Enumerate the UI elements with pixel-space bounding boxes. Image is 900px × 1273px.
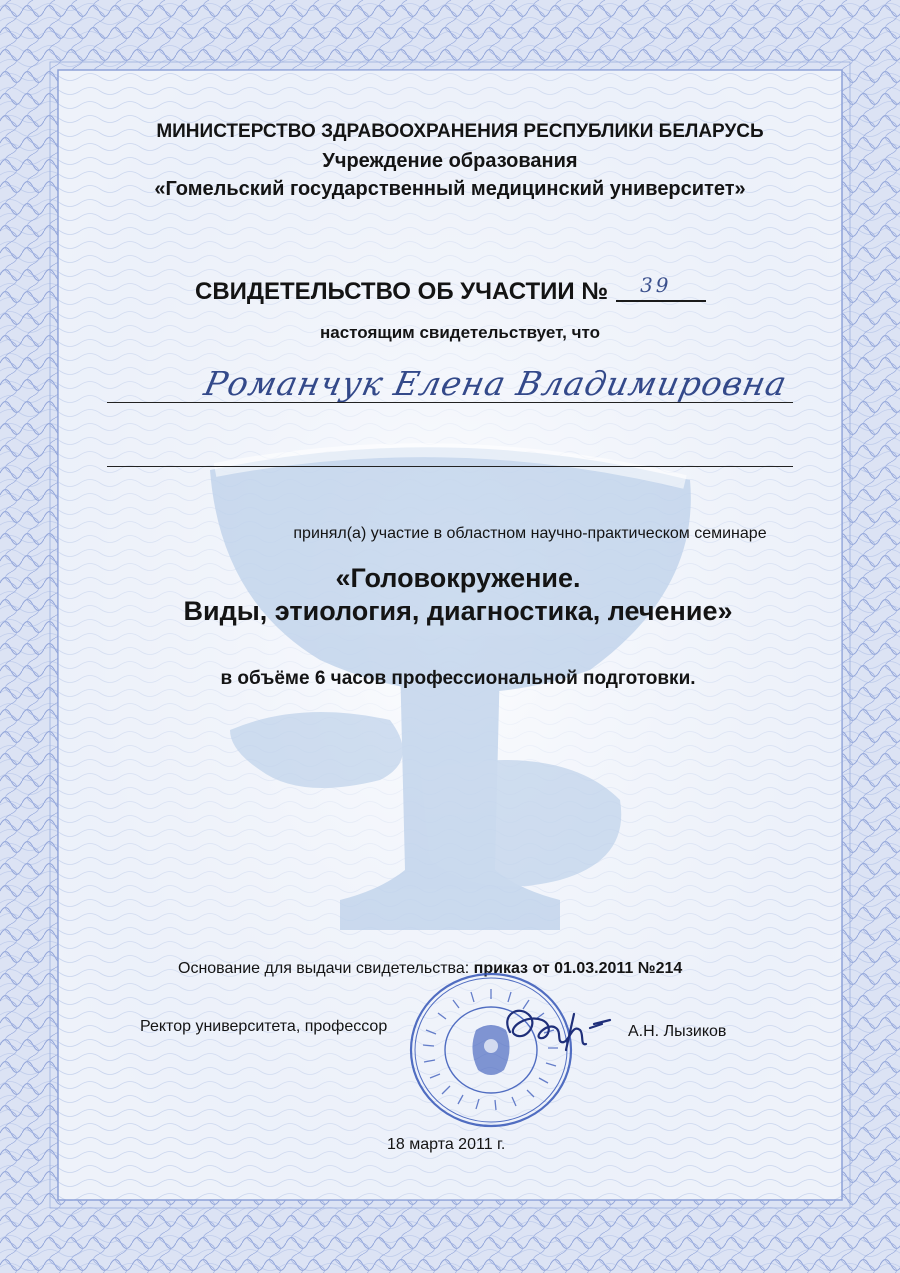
seminar-title-line2: Виды, этиология, диагностика, лечение»: [183, 596, 733, 626]
basis-label: Основание для выдачи свидетельства:: [178, 960, 470, 977]
certificate-title-text: СВИДЕТЕЛЬСТВО ОБ УЧАСТИИ №: [195, 278, 609, 305]
name-line-2: [107, 466, 793, 467]
participation-text: принял(а) участие в областном научно-практическом семинаре: [293, 525, 767, 542]
rector-name: А.Н. Лызиков: [628, 1023, 727, 1040]
seminar-title-line1: «Головокружение.: [335, 563, 581, 593]
rector-title: Ректор университета, профессор: [140, 1018, 388, 1035]
university-name: «Гомельский государственный медицинский университет»: [154, 178, 746, 200]
participant-name: Романчук Елена Владимировна: [200, 364, 791, 403]
institution-type: Учреждение образования: [322, 150, 578, 172]
ministry-heading: МИНИСТЕРСТВО ЗДРАВООХРАНЕНИЯ РЕСПУБЛИКИ БЕЛАРУСЬ: [156, 121, 764, 142]
certifies-text: настоящим свидетельствует, что: [320, 323, 600, 342]
certificate-number: 39: [640, 273, 672, 297]
number-underline: [616, 300, 706, 302]
certificate-title: [195, 273, 706, 306]
certificate-number-field: [616, 273, 706, 299]
issue-date: 18 марта 2011 г.: [387, 1136, 506, 1153]
basis-order: приказ от 01.03.2011 №214: [473, 960, 683, 977]
training-volume: в объёме 6 часов профессиональной подготовки.: [220, 668, 696, 689]
rector-signature: [490, 994, 620, 1060]
name-line-1: [107, 402, 793, 403]
